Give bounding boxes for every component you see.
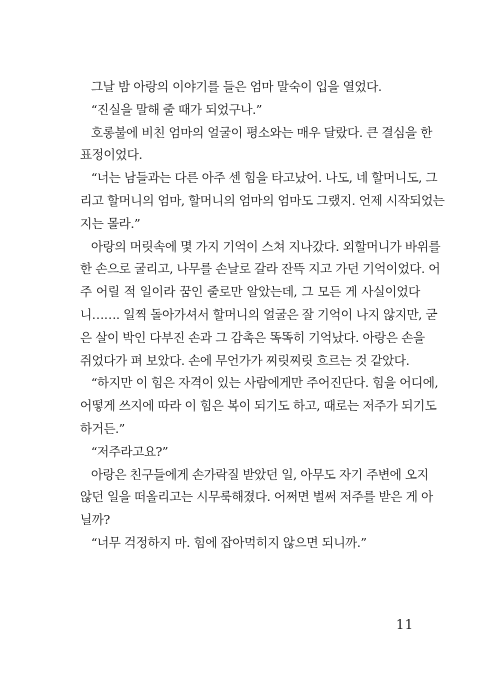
text-line: 닐까? — [80, 512, 110, 528]
text-line: “진실을 말해 줄 때가 되었구나.” — [91, 101, 262, 117]
text-line: 쥐었다가 펴 보았다. 손에 무언가가 찌릿찌릿 흐르는 것 같았다. — [80, 352, 410, 368]
text-line: 그날 밤 아랑의 이야기를 들은 엄마 말숙이 입을 열었다. — [91, 79, 382, 94]
text-line: 아랑은 친구들에게 손가락질 받았던 일, 아무도 자기 주변에 오지 — [91, 466, 429, 482]
text-line: “너는 남들과는 다른 아주 센 힘을 타고났어. 나도, 네 할머니도, 그 — [91, 170, 438, 186]
text-line: 은 살이 박인 다부진 손과 그 감촉은 똑똑히 기억났다. 아랑은 손을 — [80, 329, 425, 345]
text-line: “하지만 이 힘은 자격이 있는 사람에게만 주어진단다. 힘을 어디에, — [91, 375, 439, 391]
text-line: 지는 몰라.” — [80, 215, 141, 231]
body-text — [80, 76, 445, 555]
text-line: 니……. 일찍 돌아가셔서 할머니의 얼굴은 잘 기억이 나지 않지만, 굳 — [80, 306, 438, 322]
text-line: 리고 할머니의 엄마, 할머니의 엄마의 엄마도 그랬지. 언제 시작되었는 — [80, 192, 445, 208]
text-line: 호롱불에 비친 엄마의 얼굴이 평소와는 매우 달랐다. 큰 결심을 한 — [91, 124, 433, 140]
text-line: “저주라고요?” — [91, 443, 169, 459]
text-line: “너무 걱정하지 마. 힘에 잡아먹히지 않으면 되니까.” — [91, 534, 367, 550]
text-line: 주 어릴 적 일이라 꿈인 줄로만 알았는데, 그 모든 게 사실이었다 — [80, 284, 420, 300]
text-line: 한 손으로 굴리고, 나무를 손날로 갈라 잔뜩 지고 가던 기억이었다. 어 — [80, 261, 441, 277]
text-line: 않던 일을 떠올리고는 시무룩해졌다. 어쩌면 벌써 저주를 받은 게 아 — [80, 489, 433, 505]
text-line: 아랑의 머릿속에 몇 가지 기억이 스쳐 지나갔다. 외할머니가 바위를 — [91, 238, 441, 254]
text-line: 표정이었다. — [80, 147, 143, 163]
text-line: 어떻게 쓰지에 따라 이 힘은 복이 되기도 하고, 때로는 저주가 되기도 — [80, 398, 437, 414]
page-number: 11 — [396, 618, 414, 633]
text-line: 하거든.” — [80, 420, 125, 436]
